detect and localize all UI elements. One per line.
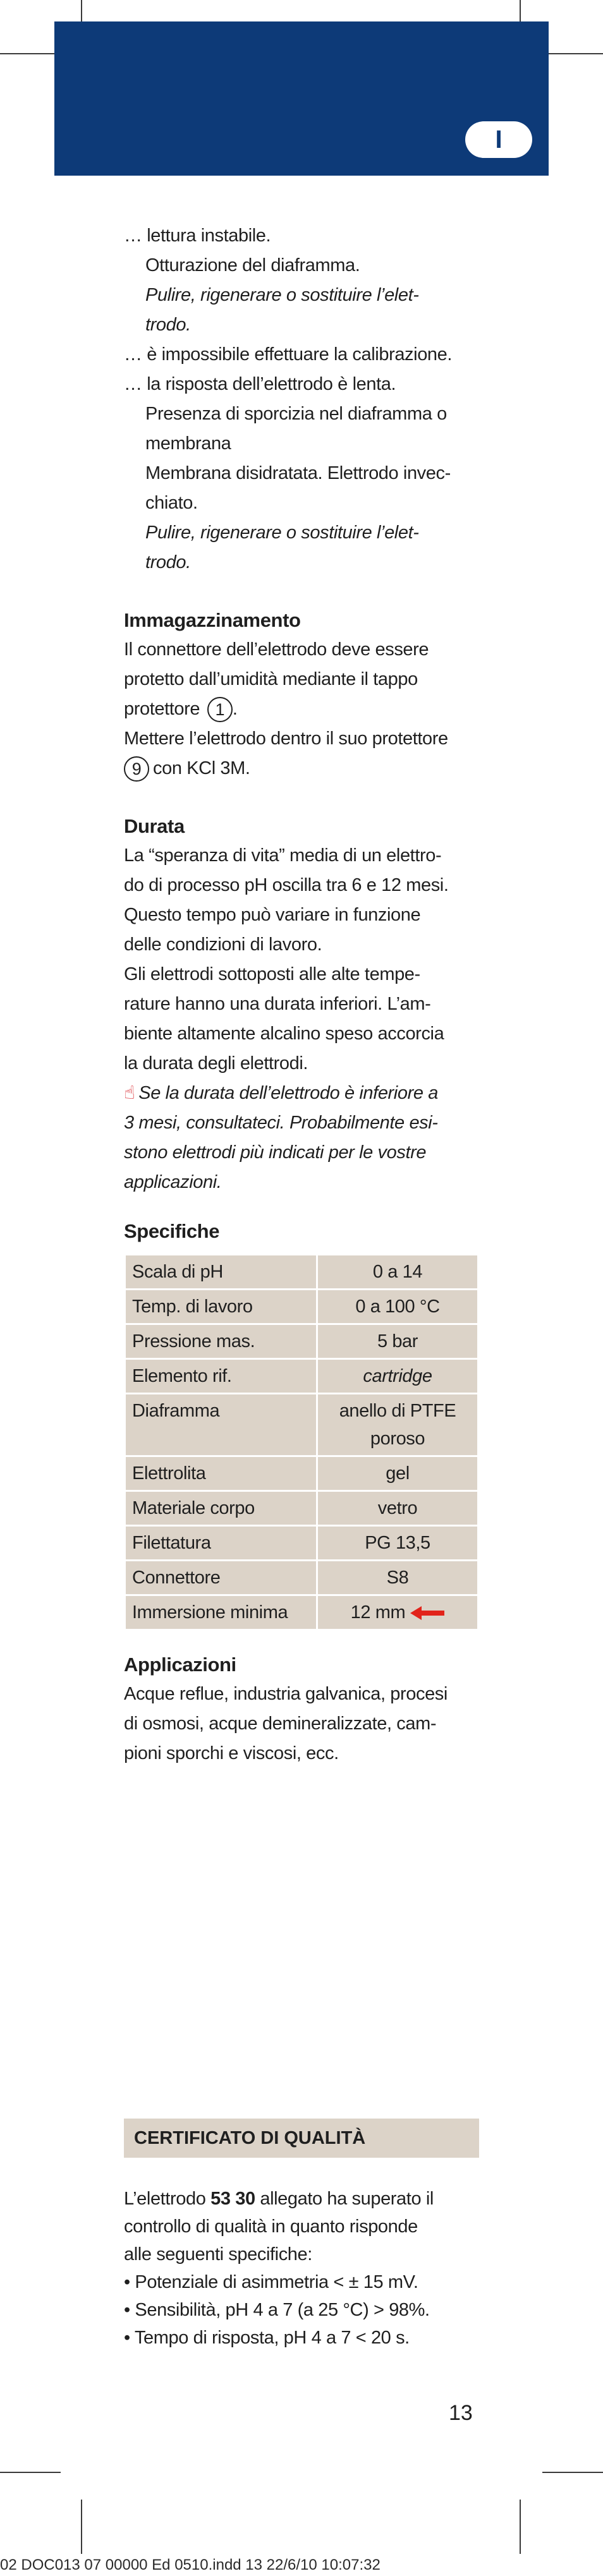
cause-line: Membrana disidratata. Elettrodo invec- <box>145 463 451 483</box>
paragraph-text: . <box>232 699 238 719</box>
table-row <box>125 1526 478 1561</box>
paragraph-line: controllo di qualità in quanto risponde <box>124 2216 418 2237</box>
cause-line: chiato. <box>145 493 198 513</box>
section-title-applications: Applicazioni <box>124 1654 236 1676</box>
paragraph-line: di osmosi, acque demineralizzate, cam- <box>124 1714 437 1734</box>
problem-line: … è impossibile effettuare la calibrazione. <box>124 344 453 365</box>
table-row <box>125 1491 478 1526</box>
bullet-item: • Potenziale di asimmetria < ± 15 mV. <box>124 2272 418 2292</box>
paragraph-text: L’elettrodo <box>124 2189 206 2209</box>
spec-value-line: anello di PTFE <box>339 1401 456 1421</box>
paragraph-line <box>124 754 479 783</box>
paragraph-line: pioni sporchi e viscosi, ecc. <box>124 1743 339 1763</box>
spec-label: Pressione mas. <box>125 1324 317 1359</box>
note-line: 3 mesi, consultateci. Probabilmente esi- <box>124 1113 438 1133</box>
spec-label: Elettrolita <box>125 1456 317 1491</box>
spec-value: 0 a 100 °C <box>317 1290 478 1324</box>
crop-mark <box>81 2500 82 2554</box>
crop-mark <box>0 2472 61 2473</box>
paragraph-line: alle seguenti specifiche: <box>124 2244 312 2265</box>
table-row <box>125 1359 478 1394</box>
spec-label: Connettore <box>125 1561 317 1595</box>
note-line: stono elettrodi più indicati per le vostre <box>124 1142 427 1163</box>
paragraph-line <box>124 2185 479 2213</box>
crop-mark <box>542 53 603 54</box>
spec-value: gel <box>317 1456 478 1491</box>
paragraph-line: Mettere l’elettrodo dentro il suo protettore <box>124 729 448 749</box>
spec-label: Elemento rif. <box>125 1359 317 1394</box>
crop-mark <box>0 53 61 54</box>
table-row <box>125 1456 478 1491</box>
reference-number-9: 9 <box>124 756 149 782</box>
cause-line: Otturazione del diaframma. <box>145 255 360 275</box>
table-row <box>125 1561 478 1595</box>
remedy-line: Pulire, rigenerare o sostituire l’elet- <box>145 285 419 305</box>
spec-label: Diaframma <box>125 1394 317 1456</box>
note-line <box>124 1079 479 1108</box>
remedy-line: Pulire, rigenerare o sostituire l’elet- <box>145 523 419 543</box>
paragraph-line: Questo tempo può variare in funzione <box>124 905 421 925</box>
main-content <box>124 221 479 1769</box>
spec-label: Scala di pH <box>125 1255 317 1290</box>
spec-value-cell <box>317 1595 478 1630</box>
certificate-title: CERTIFICATO DI QUALITÀ <box>124 2119 479 2158</box>
section-title-duration: Durata <box>124 815 185 837</box>
remedy-line: trodo. <box>145 315 191 335</box>
bullet-item: • Sensibilità, pH 4 a 7 (a 25 °C) > 98%. <box>124 2300 430 2320</box>
pointing-hand-icon: ☝ <box>124 1083 135 1103</box>
spec-value: cartridge <box>317 1359 478 1394</box>
paragraph-line: La “speranza di vita” media di un elettro- <box>124 845 442 866</box>
remedy-line: trodo. <box>145 552 191 572</box>
paragraph-text: protettore <box>124 699 200 719</box>
spec-value: 0 a 14 <box>317 1255 478 1290</box>
header-band <box>54 21 549 176</box>
paragraph-line: rature hanno una durata inferiori. L’am- <box>124 994 431 1014</box>
spec-label: Immersione minima <box>125 1595 317 1630</box>
table-row <box>125 1324 478 1359</box>
cause-line: membrana <box>145 433 231 454</box>
print-slug: 02 DOC013 07 00000 Ed 0510.indd 13 22/6/10 10:07:32 <box>0 2556 381 2573</box>
problem-line: … la risposta dell’elettrodo è lenta. <box>124 374 396 394</box>
table-row <box>125 1394 478 1456</box>
paragraph-line: Gli elettrodi sottoposti alle alte tempe- <box>124 964 420 984</box>
paragraph-line: protetto dall’umidità mediante il tappo <box>124 669 418 689</box>
spec-value: 5 bar <box>317 1324 478 1359</box>
spec-value <box>317 1394 478 1456</box>
paragraph-line: la durata degli elettrodi. <box>124 1053 308 1073</box>
problem-line: … lettura instabile. <box>124 226 271 246</box>
table-row <box>125 1290 478 1324</box>
table-row <box>125 1595 478 1630</box>
spec-label: Temp. di lavoro <box>125 1290 317 1324</box>
spec-label: Filettatura <box>125 1526 317 1561</box>
spec-value: vetro <box>317 1491 478 1526</box>
red-arrow-icon <box>410 1606 444 1620</box>
bullet-item: • Tempo di risposta, pH 4 a 7 < 20 s. <box>124 2328 410 2348</box>
page-number: 13 <box>449 2401 473 2425</box>
paragraph-line: delle condizioni di lavoro. <box>124 934 322 955</box>
spec-label: Materiale corpo <box>125 1491 317 1526</box>
crop-mark <box>520 2500 521 2554</box>
section-title-storage: Immagazzinamento <box>124 609 301 631</box>
spec-value: PG 13,5 <box>317 1526 478 1561</box>
crop-mark <box>542 2472 603 2473</box>
spec-value: S8 <box>317 1561 478 1595</box>
paragraph-line: do di processo pH oscilla tra 6 e 12 mesi. <box>124 875 449 895</box>
paragraph-line: Il connettore dell’elettrodo deve essere <box>124 639 429 660</box>
paragraph-text: allegato ha superato il <box>260 2189 434 2209</box>
electrode-code: 53 30 <box>210 2189 255 2209</box>
reference-number-1: 1 <box>207 697 233 722</box>
certificate-body <box>124 2185 479 2352</box>
spec-value: 12 mm <box>350 1602 406 1623</box>
note-line: applicazioni. <box>124 1172 222 1192</box>
paragraph-line: biente altamente alcalino speso accorcia <box>124 1024 444 1044</box>
section-title-specs: Specifiche <box>124 1220 220 1242</box>
paragraph-line: Acque reflue, industria galvanica, procesi <box>124 1684 448 1704</box>
cause-line: Presenza di sporcizia nel diaframma o <box>145 404 447 424</box>
note-text: Se la durata dell’elettrodo è inferiore a <box>138 1083 438 1103</box>
table-row <box>125 1255 478 1290</box>
specs-table <box>124 1254 479 1631</box>
paragraph-line <box>124 694 479 724</box>
language-badge: I <box>465 121 532 158</box>
paragraph-text: con KCl 3M. <box>153 758 250 778</box>
spec-value-line: poroso <box>370 1429 425 1449</box>
